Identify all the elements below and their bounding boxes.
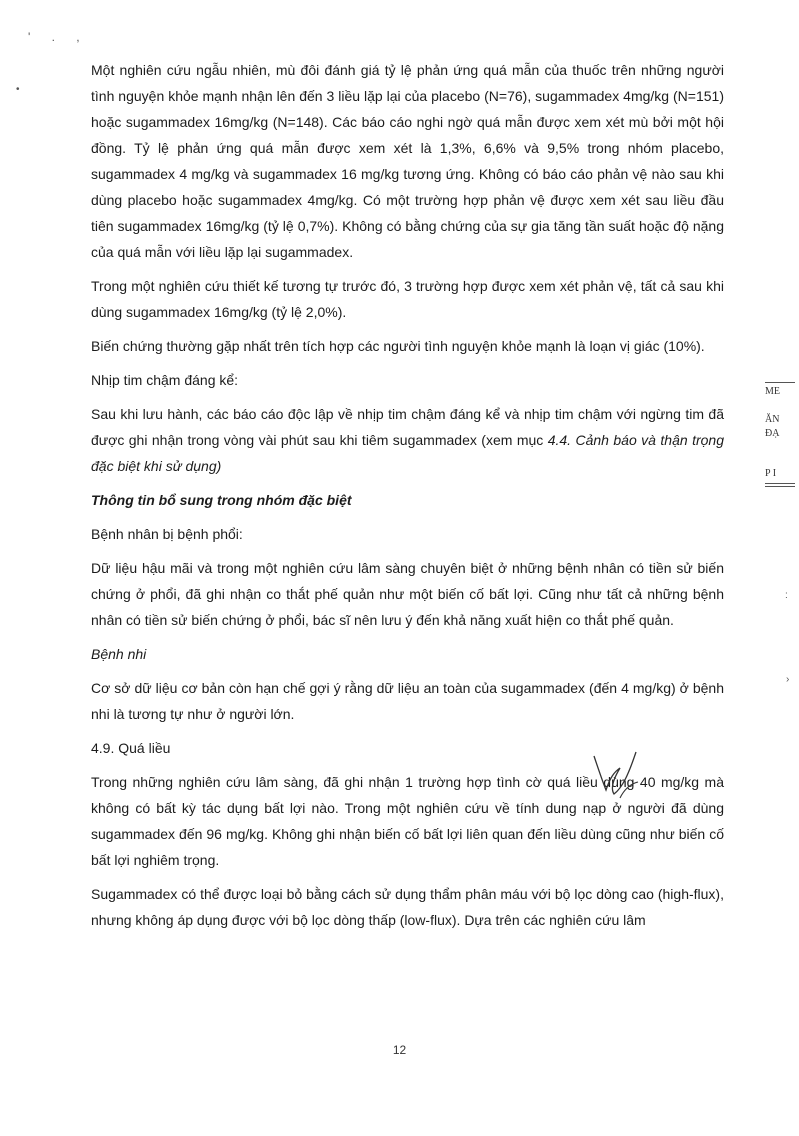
side-stamp (765, 380, 799, 520)
scan-specks: ' . , (28, 30, 89, 44)
paragraph-dialysis: Sugammadex có thể được loại bỏ bằng cách sử dụng thẩm phân máu với bộ lọc dòng cao (high-flux), nhưng không áp dụng được với bộ lọc dòng thấp (low-flux). Dựa trên các nghiên cứu lâm (91, 886, 724, 928)
page-number: 12 (392, 1043, 407, 1057)
paragraph-overdose: Trong những nghiên cứu lâm sàng, đã ghi nhận 1 trường hợp tình cờ quá liều dùng 40 mg/kg mà không có bất kỳ tác dụng bất lợi nào. Trong một nghiên cứu về tính dung nạp ở người đã dùng sugammadex đến 96 mg/kg. Không ghi nhận biến cố bất lợi liên quan đến liều dùng cũng như biến cố bất lợi nghiêm trọng. (91, 774, 724, 868)
paragraph-prior-study: Trong một nghiên cứu thiết kế tương tự trước đó, 3 trường hợp được xem xét phản vệ, tất cả sau khi dùng sugammadex 16mg/kg (tỷ lệ 2,0%). (91, 278, 724, 320)
heading-bradycardia: Nhịp tim chậm đáng kể: (91, 372, 239, 388)
scan-speck: : (785, 590, 788, 601)
paragraph-common-complication: Biến chứng thường gặp nhất trên tích hợp các người tình nguyện khỏe mạnh là loạn vị giác (10%). (91, 338, 705, 354)
heading-lung-disease: Bệnh nhân bị bệnh phổi: (91, 526, 243, 542)
stamp-text-1: ME (765, 386, 780, 397)
section-reference: 4.4. Cảnh báo và thận trọng đặc biệt khi sử dụng) (91, 432, 724, 474)
stamp-rule (765, 483, 795, 484)
stamp-text-3: ĐẠ (765, 428, 780, 439)
paragraph-hypersensitivity-study: Một nghiên cứu ngẫu nhiên, mù đôi đánh giá tỷ lệ phản ứng quá mẫn của thuốc trên những người tình nguyện khỏe mạnh nhận lên đến 3 liều lặp lại của placebo (N=76), sugammadex 4mg/kg (N=151) hoặc sugammadex 16mg/kg (N=148). Các báo cáo nghi ngờ quá mẫn được xem xét mù bởi một hội đồng. Tỷ lệ phản ứng quá mẫn được xem xét là 1,3%, 6,6% và 9,5% trong nhóm placebo, sugammadex 4 mg/kg và sugammadex 16 mg/kg tương ứng. Không có báo cáo phản vệ nào sau khi dùng placebo hoặc sugammadex 4mg/kg. Có một trường hợp phản vệ được xem xét sau liều đầu tiên sugammadex 16mg/kg (tỷ lệ 0,7%). Không có bằng chứng của sự gia tăng tần suất hoặc độ nặng của quá mẫn với liều lặp lại sugammadex. (91, 62, 724, 260)
handwritten-signature (580, 738, 680, 808)
stamp-rule (765, 382, 795, 383)
heading-special-populations: Thông tin bổ sung trong nhóm đặc biệt (91, 492, 352, 508)
paragraph-bradycardia (91, 401, 724, 479)
paragraph-lung-disease: Dữ liệu hậu mãi và trong một nghiên cứu lâm sàng chuyên biệt ở những bệnh nhân có tiền sử biến chứng ở phổi, đã ghi nhận co thắt phế quản như một biến cố bất lợi. Cũng như tất cả những bệnh nhân có tiền sử biến chứng ở phổi, bác sĩ nên lưu ý đến khả năng xuất hiện co thắt phế quản. (91, 560, 724, 628)
stamp-rule (765, 486, 795, 487)
heading-overdose: 4.9. Quá liều (91, 740, 171, 756)
scan-speck: › (786, 674, 790, 685)
paragraph-pediatric: Cơ sở dữ liệu cơ bản còn hạn chế gợi ý rằng dữ liệu an toàn của sugammadex (đến 4 mg/kg) ở bệnh nhi là tương tự như ở người lớn. (91, 680, 724, 722)
scan-speck: • (16, 84, 20, 95)
stamp-text-2: ĂN (765, 414, 780, 425)
paragraph-bradycardia-text: Sau khi lưu hành, các báo cáo độc lập về nhịp tim chậm đáng kể và nhịp tim chậm với ngừng tim đã được ghi nhận trong vòng vài phút sau khi tiêm sugammadex (xem mục (91, 406, 724, 448)
heading-pediatric: Bệnh nhi (91, 646, 147, 662)
stamp-text-4: P I (765, 468, 777, 479)
